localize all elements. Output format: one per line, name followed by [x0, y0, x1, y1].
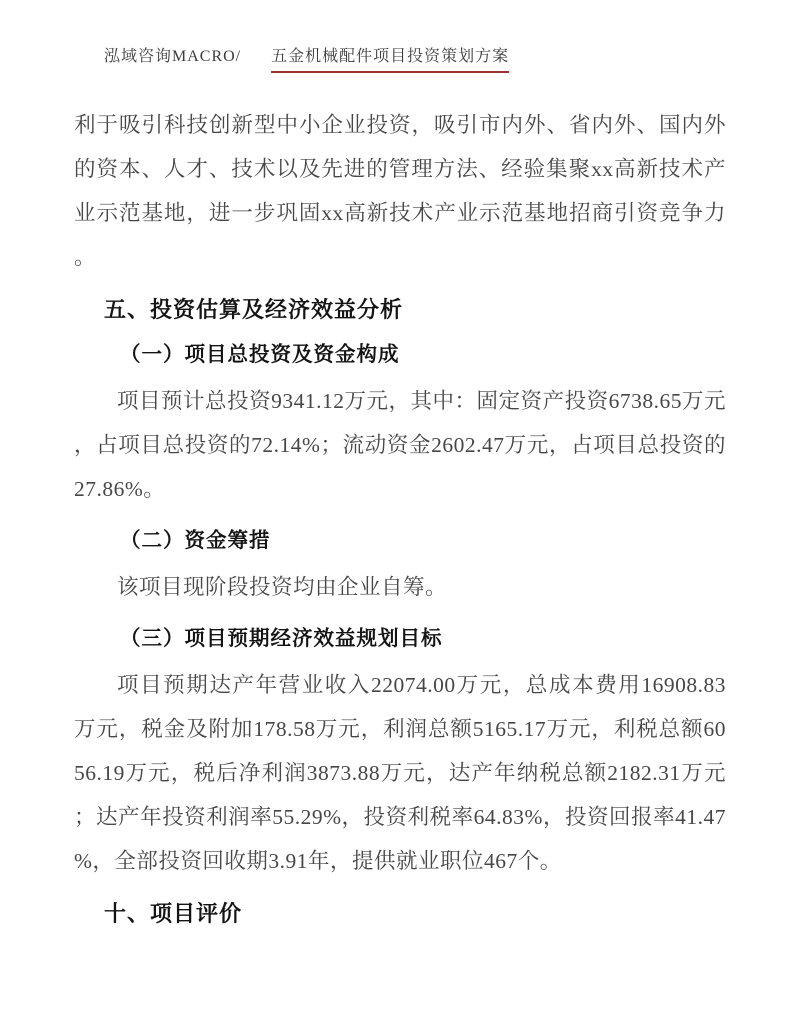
page-header	[0, 0, 800, 73]
section-heading-investment-analysis: 五、投资估算及经济效益分析	[104, 297, 404, 322]
header-doc-title: 五金机械配件项目投资策划方案	[271, 46, 509, 73]
subsection-heading-total-investment: （一）项目总投资及资金构成	[120, 343, 400, 366]
document-content	[0, 73, 800, 929]
paragraph-funding: 该项目现阶段投资均由企业自筹。	[117, 575, 448, 599]
consulting-brand-text: 泓域咨询MACRO/	[104, 48, 242, 65]
paragraph-total-investment: 项目预计总投资9341.12万元，其中：固定资产投资6738.65万元，占项目总投资的72.14%；流动资金2602.47万元，占项目总投资的27.86%。	[74, 389, 726, 501]
section-heading-project-evaluation: 十、项目评价	[104, 901, 243, 926]
subsection-heading-funding: （二）资金筹措	[120, 529, 271, 552]
intro-paragraph: 利于吸引科技创新型中小企业投资，吸引市内外、省内外、国内外的资本、人才、技术以及先进的管理方法、经验集聚xx高新技术产业示范基地，进一步巩固xx高新技术产业示范基地招商引资竞争力。	[74, 113, 726, 269]
paragraph-economic-goals: 项目预期达产年营业收入22074.00万元，总成本费用16908.83万元，税金及附加178.58万元，利润总额5165.17万元，利税总额6056.19万元，税后净利润3873.88万元，达产年纳税总额2182.31万元；达产年投资利润率55.29%，投资利税率64.83%，投资回报率41.47%，全部投资回收期3.91年，提供就业职位467个。	[74, 673, 726, 873]
subsection-heading-economic-goals: （三）项目预期经济效益规划目标	[120, 627, 443, 650]
